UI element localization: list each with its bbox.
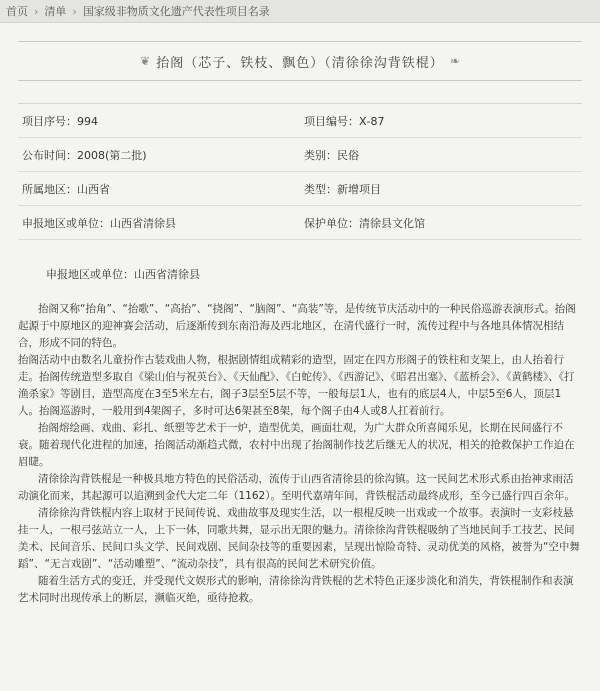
breadcrumb	[0, 0, 600, 23]
chevron-right-icon: ›	[34, 4, 39, 18]
info-row	[18, 206, 582, 240]
info-table	[18, 103, 582, 240]
code-field	[300, 113, 582, 129]
paragraph: 抬阁又称“抬角”、“抬歌”、“高抬”、“挠阁”、“脑阁”、“高装”等，是传统节庆活动中的一种民俗巡游表演形式。抬阁起源于中原地区的迎神赛会活动，后逐渐传到东南沿海及西北地区，在清代盛行一时，流传过程中与各地具体情况相结合，形成不同的特色。	[18, 303, 576, 349]
paragraph: 抬阁活动中由数名儿童扮作古装戏曲人物，根据剧情组成精彩的造型，固定在四方形阁子的铁柱和支架上，由人抬着行走。抬阁传统造型多取自《梁山伯与祝英台》、《天仙配》、《白蛇传》、《西游记》、《昭君出塞》、《蓝桥会》、《黄鹤楼》、《打渔杀家》等剧目，造型高度在3至5米左右，阁子3层至5层不等，一般每层1人，也有的底层4人，中层5至6人，顶层1人。抬阁巡游时，一般用到4架阁子，多时可达6架甚至8架，每个阁子由4人或8人扛着前行。	[18, 354, 575, 417]
protector-label: 保护单位：	[304, 216, 359, 230]
category-label: 类别：	[304, 148, 337, 162]
protector-value: 清徐县文化馆	[359, 216, 425, 230]
date-label: 公布时间：	[22, 148, 77, 162]
chevron-right-icon: ›	[72, 4, 77, 18]
type-field	[300, 181, 582, 197]
page-title: 抬阁（芯子、铁枝、飘色）（清徐徐沟背铁棍）	[156, 55, 444, 71]
category-field	[300, 147, 582, 163]
category-value: 民俗	[337, 148, 359, 162]
declarer-value: 山西省清徐县	[110, 216, 176, 230]
code-label: 项目编号：	[304, 114, 359, 128]
region-field	[18, 181, 300, 197]
title-bar	[18, 41, 582, 81]
serial-label: 项目序号：	[22, 114, 77, 128]
declarer-field	[18, 215, 300, 231]
breadcrumb-current[interactable]: 国家级非物质文化遗产代表性项目名录	[82, 5, 270, 18]
ornament-left-icon: ❦	[140, 54, 151, 68]
paragraph: 随着生活方式的变迁，并受现代文娱形式的影响，清徐徐沟背铁棍的艺术特色正逐步淡化和消失，背铁棍制作和表演艺术同时出现传承上的断层，濒临灭绝，亟待抢救。	[18, 575, 574, 604]
region-value: 山西省	[77, 182, 110, 196]
breadcrumb-home-link[interactable]: 首页	[6, 5, 28, 18]
paragraph: 清徐徐沟背铁棍内容上取材于民间传说、戏曲故事及现实生活，以一根棍反映一出戏或一个故事。表演时一支彩枝悬挂一人，一根弓弦站立一人，上下一体，同歌共舞，显示出无限的魅力。清徐徐沟背铁棍吸纳了当地民间手工技艺、民间美术、民间音乐、民间口头文学、民间戏剧、民间杂技等的重要因素，呈现出惊险奇特、灵动优美的风格，被誉为“空中舞蹈”、“无言戏剧”、“活动雕塑”、“流动杂技”，具有很高的民间艺术研究价值。	[18, 507, 580, 570]
info-row	[18, 104, 582, 138]
code-value: Ⅹ-87	[359, 114, 385, 128]
declare-line: 申报地区或单位：山西省清徐县	[46, 268, 200, 281]
article-body	[18, 266, 582, 607]
info-row	[18, 138, 582, 172]
region-label: 所属地区：	[22, 182, 77, 196]
type-label: 类型：	[304, 182, 337, 196]
info-row	[18, 172, 582, 206]
type-value: 新增项目	[337, 182, 381, 196]
protector-field	[300, 215, 582, 231]
declarer-label: 申报地区或单位：	[22, 216, 110, 230]
date-field	[18, 147, 300, 163]
breadcrumb-list-link[interactable]: 清单	[44, 5, 67, 18]
ornament-right-icon: ❧	[449, 54, 460, 68]
paragraph: 抬阁熔绘画、戏曲、彩扎、纸塑等艺术于一炉，造型优美，画面壮观，为广大群众所喜闻乐见，长期在民间盛行不衰。随着现代化进程的加速，抬阁活动渐趋式微，农村中出现了抬阁制作技艺后继无人的状况，相关的抢救保护工作迫在眉睫。	[18, 422, 575, 468]
serial-value: 994	[77, 114, 98, 128]
paragraph: 清徐徐沟背铁棍是一种极具地方特色的民俗活动，流传于山西省清徐县的徐沟镇。这一民间艺术形式系由抬神求雨活动演化而来，其起源可以追溯到金代大定二年（1162）。至明代嘉靖年间，背铁棍活动最终成形，至今已盛行四百余年。	[18, 473, 575, 502]
serial-field	[18, 113, 300, 129]
date-value: 2008(第二批)	[77, 148, 147, 162]
